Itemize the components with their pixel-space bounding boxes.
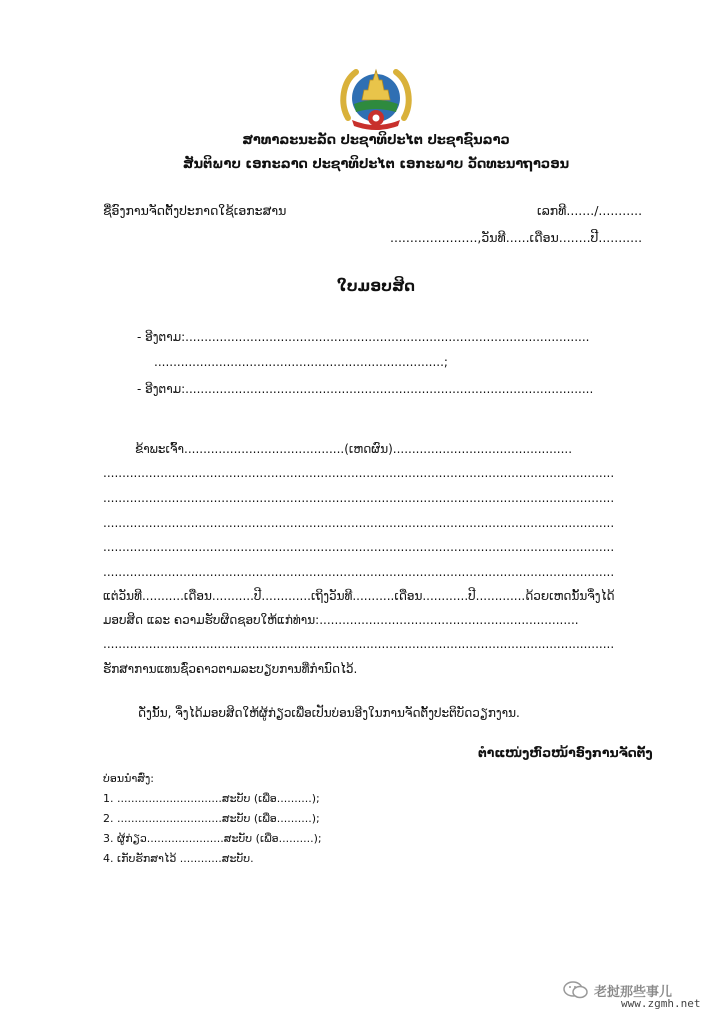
distribution-item: 2. ..............................ສະບັບ (ເພື່ອ..........); — [103, 812, 320, 825]
distribution-item: 4. ເກັບຮັກສາໄວ້ ............ສະບັບ. — [103, 852, 254, 865]
national-emblem-icon — [338, 62, 414, 134]
country-heading: ສາທາລະນະລັດ ປະຊາທິປະໄຕ ປະຊາຊົນລາວ — [242, 133, 510, 148]
body-line: ແຕ່ວັນທີ...........ເດືອນ...........ປີ.............ເຖິງວັນທີ...........ເດືອນ............ປີ.............ດ້ວຍເຫດນັ້ນຈຶ່ງໄດ້ — [103, 589, 615, 603]
body-line: ...................................................................................................................................... — [103, 565, 615, 579]
distribution-item: 3. ຜູ້ກ່ຽວ......................ສະບັບ (ເພື່ອ..........); — [103, 832, 322, 845]
body-line: ຂ້າພະເຈົ້າ..........................................(ເຫດຜົນ)............................................... — [135, 442, 573, 456]
watermark-name: 老挝那些事儿 — [594, 985, 673, 1000]
document-number: ເລກທີ......./........... — [537, 203, 643, 218]
wechat-icon — [563, 980, 589, 1000]
body-line: ...................................................................................................................................... — [103, 516, 615, 530]
reference-line: - ອີງຕາມ:.......................................................................................................... — [137, 330, 590, 344]
body-line: ...................................................................................................................................... — [103, 540, 615, 554]
body-line: ...................................................................................................................................... — [103, 491, 615, 505]
body-line: ມອບສິດ ແລະ ຄວາມຮັບຜິດຊອບໃຫ້ແກ່ທ່ານ:.................................................................... — [103, 613, 579, 627]
motto-heading: ສັນຕິພາບ ເອກະລາດ ປະຊາທິປະໄຕ ເອກະພາບ ວັດທະນາຖາວອນ — [182, 157, 570, 172]
signature-title: ຕຳແໜ່ງຫົວໜ້າອົງການຈັດຕັ້ງ — [478, 745, 653, 760]
reference-line: - ອີງຕາມ:........................................................................................................... — [137, 382, 594, 396]
issuing-organization-label: ຊື່ອົງການຈັດຕັ້ງປະກາດໃຊ້ເອກະສານ — [103, 203, 287, 218]
reference-line: ............................................................................; — [154, 355, 448, 369]
body-line: ຮັກສາການແທນຊົ່ວຄາວຕາມລະບຽບການທີ່ກຳນົດໄວ້. — [103, 662, 358, 676]
watermark-url: www.zgmh.net — [621, 997, 701, 1010]
closing-paragraph: ດັ່ງນັ້ນ, ຈຶ່ງໄດ້ມອບສິດໃຫ້ຜູ້ກ່ຽວເພື່ອເປັນບ່ອນອີງໃນການຈັດຕັ້ງປະຕິບັດວຽກງານ. — [138, 706, 520, 720]
distribution-label: ບ່ອນນຳສົ່ງ: — [103, 772, 155, 785]
document-date: ......................,ວັນທີ......ເດືອນ........ປີ........... — [390, 230, 643, 245]
body-line: ...................................................................................................................................... — [103, 637, 615, 651]
body-line: ...................................................................................................................................... — [103, 466, 615, 480]
document-title: ໃບມອບສິດ — [337, 277, 415, 295]
distribution-item: 1. ..............................ສະບັບ (ເພື່ອ..........); — [103, 792, 320, 805]
